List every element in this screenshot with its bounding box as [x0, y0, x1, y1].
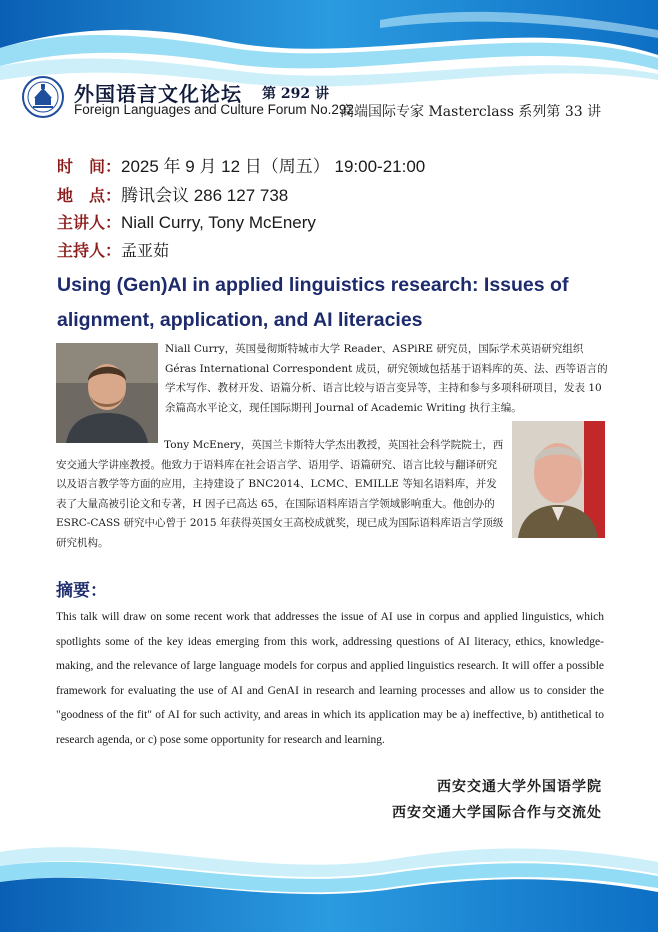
event-place — [57, 181, 288, 206]
forum-header — [22, 76, 642, 124]
speaker-label: 主讲人： — [57, 213, 122, 232]
speaker-photo-mcenery — [512, 421, 605, 538]
forum-title: 外国语言文化论坛 — [74, 82, 242, 106]
event-host — [57, 238, 169, 261]
speaker-value: Niall Curry, Tony McEnery — [121, 213, 316, 232]
forum-number: 第 292 讲 — [262, 86, 329, 102]
host-label: 主持人： — [57, 241, 122, 260]
event-speakers — [57, 210, 316, 233]
talk-title: Using (Gen)AI in applied linguistics research: Issues of alignment, application, and AI literacies — [57, 274, 569, 331]
time-label: 时 间： — [57, 157, 122, 176]
abstract-heading: 摘要： — [56, 581, 107, 601]
speaker-photo-curry — [56, 343, 158, 443]
event-time — [57, 152, 425, 177]
bio-curry: Niall Curry，英国曼彻斯特城市大学 Reader、ASPiRE 研究员，国际学术英语研究组织 Géras International Correspondent 成员，研究领域包括基于语料库的英、法、西等语言的学术写作、教材开发、语篇分析、语言比较与语言变异等，主持和参与多项科研项目，发表 10 余篇高水平论文，现任国际期刊 Journal of Academic Writing 执行主编。 — [165, 343, 608, 414]
organizer-2: 西安交通大学国际合作与交流处 — [392, 805, 602, 821]
time-value: 2025 年 9 月 12 日（周五） 19:00-21:00 — [121, 157, 426, 176]
bio-mcenery: Tony McEnery，英国兰卡斯特大学杰出教授，英国社会科学院院士，西安交通大学讲座教授。他致力于语料库在社会语言学、语用学、语篇研究、语言比较与翻译研究以及语言教学等方面的应用，主持建设了 BNC2014、LCMC、EMILLE 等知名语料库，并发表了大量高被引论文和专著，H 因子已高达 65，在国际语料库语言学领域影响重大。他创办的 ESRC-CASS 研究中心曾于 2015 年获得英国女王高校成就奖，现已成为国际语料库语言学顶级研究机构。 — [56, 439, 504, 549]
masterclass-series: 高端国际专家 Masterclass 系列第 33 讲 — [340, 104, 602, 120]
host-value: 孟亚茹 — [121, 241, 170, 260]
place-label: 地 点： — [57, 186, 122, 205]
organizer-1: 西安交通大学外国语学院 — [437, 779, 602, 795]
bottom-wave-decoration — [0, 812, 658, 932]
university-logo-icon — [22, 76, 64, 118]
place-value: 腾讯会议 286 127 738 — [121, 186, 289, 205]
forum-english-title: Foreign Languages and Culture Forum No.292 — [74, 102, 354, 117]
abstract-text: This talk will draw on some recent work that addresses the issue of AI use in corpus and applied linguistics, which spotlights some of the key ideas emerging from this work, addressing questions of AI literacy, ethics, knowledge-making, and the relevance of large language models for corpus and applied linguistics research. It will offer a possible framework for evaluating the use of AI and GenAI in research and learning processes and allow us to consider the "goodness of the fit" of AI for such activity, and areas in which its application may be a) ineffective, b) antithetical to research agenda, or c) pose some opportunity for research and learning. — [56, 611, 604, 746]
